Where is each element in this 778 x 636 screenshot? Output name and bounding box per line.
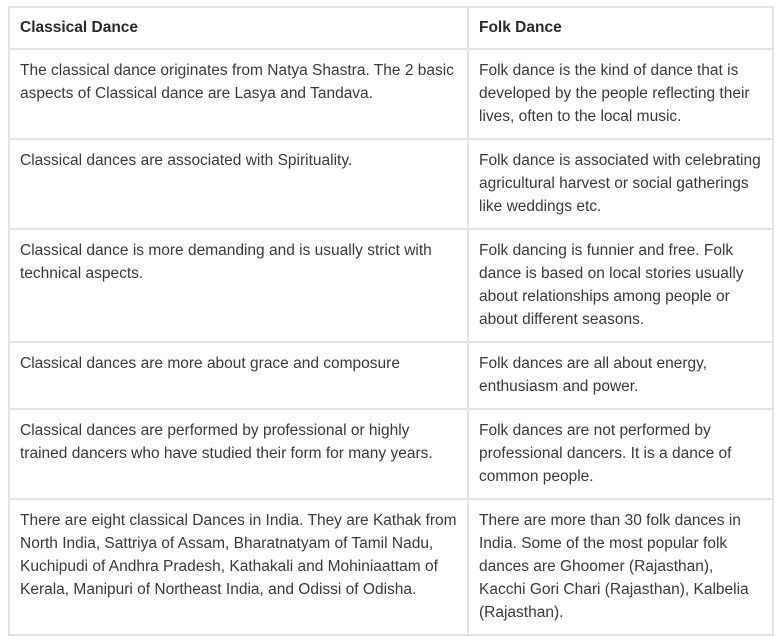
folk-cell: Folk dances are all about energy, enthusiasm and power.: [468, 342, 773, 409]
table-row: [9, 229, 773, 342]
folk-cell: Folk dancing is funnier and free. Folk dance is based on local stories usually about relationships among people or about different seasons.: [468, 229, 773, 342]
header-folk-dance: Folk Dance: [468, 7, 773, 49]
table-row: [9, 49, 773, 139]
classical-cell: There are eight classical Dances in India. They are Kathak from North India, Sattriya of Assam, Bharatnatyam of Tamil Nadu, Kuchipudi of Andhra Pradesh, Kathakali and Mohiniaattam of Kerala, Manipuri of Northeast India, and Odissi of Odisha.: [9, 499, 468, 635]
comparison-table-container: [8, 6, 772, 636]
folk-cell: Folk dance is the kind of dance that is developed by the people reflecting their lives, often to the local music.: [468, 49, 773, 139]
header-classical-dance: Classical Dance: [9, 7, 468, 49]
folk-cell: Folk dances are not performed by professional dancers. It is a dance of common people.: [468, 409, 773, 499]
classical-cell: Classical dances are associated with Spirituality.: [9, 139, 468, 229]
classical-cell: Classical dances are more about grace and composure: [9, 342, 468, 409]
table-row: [9, 499, 773, 635]
table-row: [9, 342, 773, 409]
folk-cell: There are more than 30 folk dances in India. Some of the most popular folk dances are Ghoomer (Rajasthan), Kacchi Gori Chari (Rajasthan), Kalbelia (Rajasthan).: [468, 499, 773, 635]
folk-cell: Folk dance is associated with celebrating agricultural harvest or social gatherings like weddings etc.: [468, 139, 773, 229]
table-row: [9, 409, 773, 499]
table-header-row: [9, 7, 773, 49]
table-row: [9, 139, 773, 229]
classical-cell: Classical dance is more demanding and is usually strict with technical aspects.: [9, 229, 468, 342]
comparison-table: [8, 6, 774, 636]
classical-cell: Classical dances are performed by professional or highly trained dancers who have studied their form for many years.: [9, 409, 468, 499]
classical-cell: The classical dance originates from Natya Shastra. The 2 basic aspects of Classical dance are Lasya and Tandava.: [9, 49, 468, 139]
